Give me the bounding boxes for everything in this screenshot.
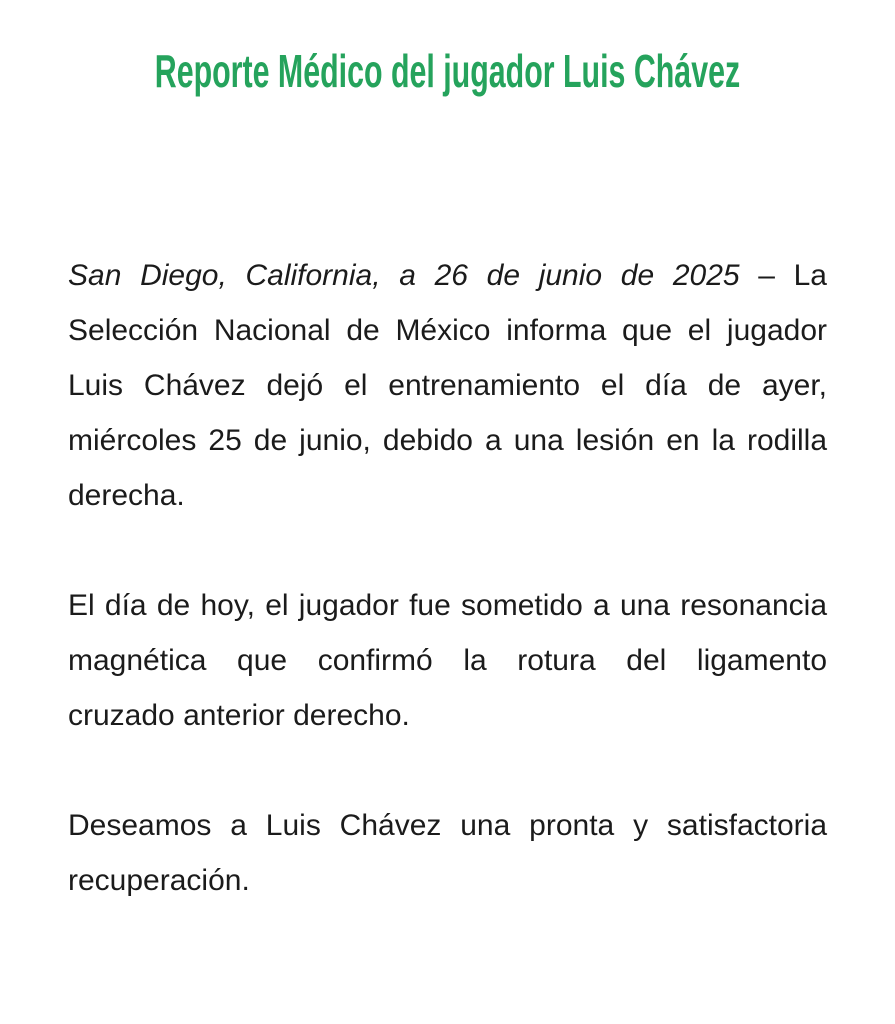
text-line: Selección Nacional de México informa que el jugador bbox=[68, 313, 827, 347]
paragraph-diagnosis bbox=[68, 578, 827, 743]
dateline-rest-text: – La bbox=[758, 258, 827, 292]
dateline-italic-text: San Diego, California, a 26 de junio de 2025 bbox=[68, 258, 740, 292]
text-line: Luis Chávez dejó el entrenamiento el día de ayer, bbox=[68, 368, 827, 402]
text-line: derecha. bbox=[68, 478, 185, 512]
text-line bbox=[68, 248, 827, 303]
page-title-text: Reporte Médico del jugador Luis Chávez bbox=[154, 45, 741, 97]
text-line: miércoles 25 de junio, debido a una lesión en la rodilla bbox=[68, 423, 827, 457]
paragraph-dateline bbox=[68, 248, 827, 523]
text-line: recuperación. bbox=[68, 863, 250, 897]
text-line: cruzado anterior derecho. bbox=[68, 698, 410, 732]
paragraph-wishes bbox=[68, 798, 827, 908]
text-line: Deseamos a Luis Chávez una pronta y satisfactoria bbox=[68, 808, 827, 842]
text-line: El día de hoy, el jugador fue sometido a una resonancia bbox=[68, 588, 827, 622]
page-title bbox=[0, 0, 895, 98]
text-line: magnética que confirmó la rotura del ligamento bbox=[68, 643, 827, 677]
report-body bbox=[68, 248, 827, 908]
